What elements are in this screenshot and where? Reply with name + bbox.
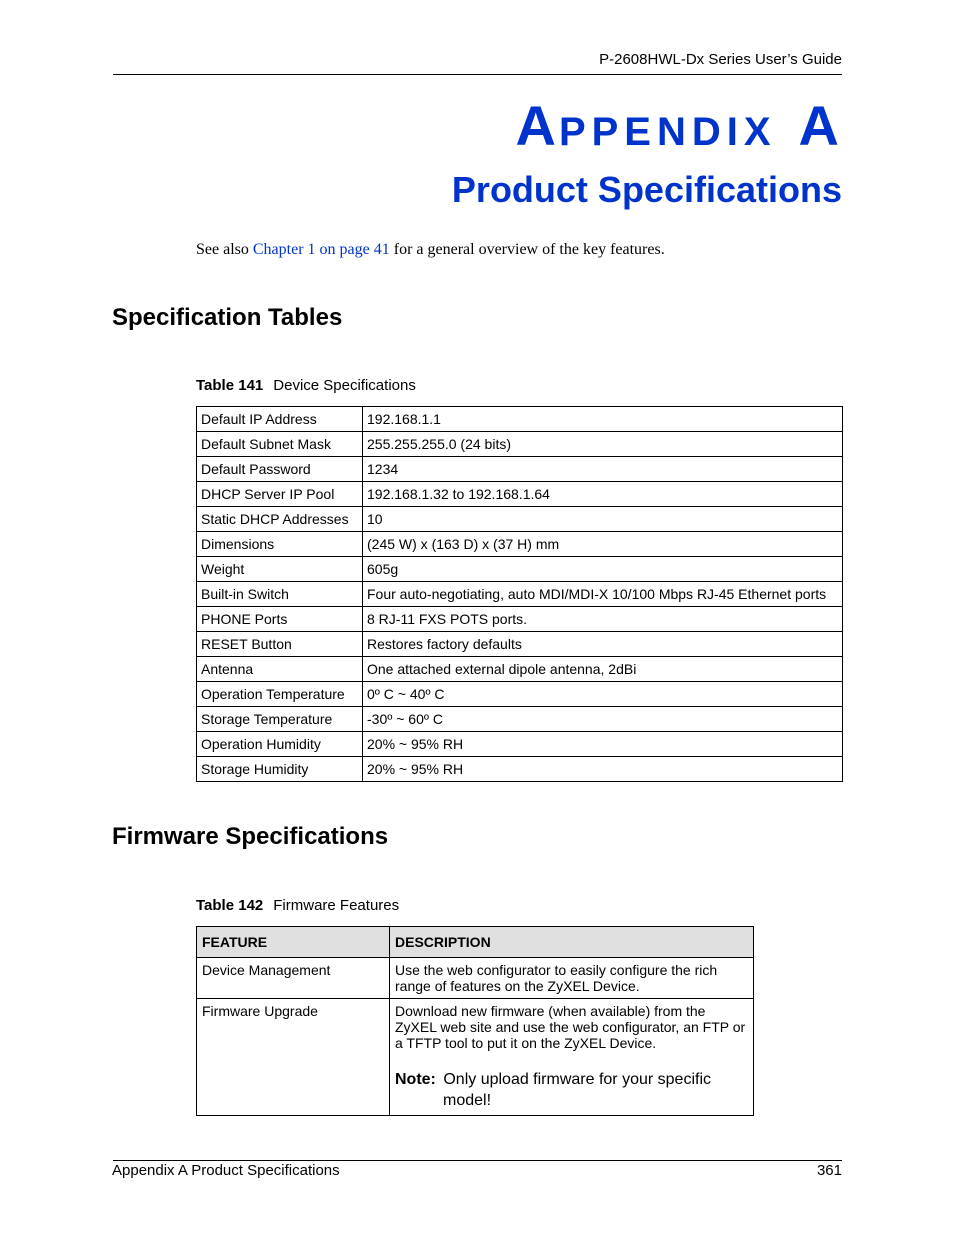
spec-value-cell: 20% ~ 95% RH	[363, 757, 843, 782]
description-cell: Use the web configurator to easily configure the rich range of features on the ZyXEL Device.	[390, 958, 754, 999]
spec-name-cell: Operation Temperature	[197, 682, 363, 707]
spec-name-cell: RESET Button	[197, 632, 363, 657]
table-row	[197, 999, 754, 1116]
table-row	[197, 682, 843, 707]
table-header-row	[197, 927, 754, 958]
description-cell	[390, 999, 754, 1116]
table-row	[197, 507, 843, 532]
spec-value-cell: 605g	[363, 557, 843, 582]
spec-name-cell: Built-in Switch	[197, 582, 363, 607]
table-row	[197, 582, 843, 607]
spec-name-cell: Default Subnet Mask	[197, 432, 363, 457]
appendix-initial: A	[515, 94, 559, 157]
table-row	[197, 532, 843, 557]
table-row	[197, 557, 843, 582]
spec-name-cell: Default Password	[197, 457, 363, 482]
spec-value-cell: 0º C ~ 40º C	[363, 682, 843, 707]
spec-name-cell: Weight	[197, 557, 363, 582]
page-title: Product Specifications	[451, 169, 842, 210]
spec-name-cell: Dimensions	[197, 532, 363, 557]
appendix-title	[515, 94, 842, 157]
spec-value-cell: One attached external dipole antenna, 2dBi	[363, 657, 843, 682]
intro-paragraph: See also Chapter 1 on page 41 for a general overview of the key features.	[196, 241, 665, 258]
spec-name-cell: Storage Humidity	[197, 757, 363, 782]
table-row	[197, 432, 843, 457]
table-row	[197, 407, 843, 432]
column-header-feature: FEATURE	[197, 927, 390, 958]
table-row	[197, 657, 843, 682]
note-text: Only upload firmware for your specific model!	[443, 1071, 711, 1109]
feature-cell: Device Management	[197, 958, 390, 999]
spec-value-cell: 10	[363, 507, 843, 532]
spec-value-cell: Four auto-negotiating, auto MDI/MDI-X 10/100 Mbps RJ-45 Ethernet ports	[363, 582, 843, 607]
table-142-caption: Table 142 Firmware Features	[196, 897, 400, 914]
spec-name-cell: Operation Humidity	[197, 732, 363, 757]
chapter-link[interactable]: Chapter 1 on page 41	[252, 241, 390, 258]
spec-name-cell: Storage Temperature	[197, 707, 363, 732]
table-row	[197, 757, 843, 782]
table-row	[197, 457, 843, 482]
page-number: 361	[816, 1162, 842, 1179]
footer-title: Appendix A Product Specifications	[112, 1162, 340, 1179]
table-row	[197, 632, 843, 657]
spec-value-cell: (245 W) x (163 D) x (37 H) mm	[363, 532, 843, 557]
appendix-word-rest: PPENDIX	[558, 110, 777, 154]
table-row	[197, 958, 754, 999]
spec-name-cell: Default IP Address	[197, 407, 363, 432]
spec-name-cell: Antenna	[197, 657, 363, 682]
firmware-features-table	[196, 926, 754, 1116]
column-header-description: DESCRIPTION	[390, 927, 754, 958]
appendix-letter: A	[798, 94, 842, 157]
spec-name-cell: PHONE Ports	[197, 607, 363, 632]
spec-value-cell: 1234	[363, 457, 843, 482]
spec-value-cell: 20% ~ 95% RH	[363, 732, 843, 757]
footer-rule	[113, 1160, 842, 1161]
spec-value-cell: 255.255.255.0 (24 bits)	[363, 432, 843, 457]
spec-name-cell: Static DHCP Addresses	[197, 507, 363, 532]
spec-name-cell: DHCP Server IP Pool	[197, 482, 363, 507]
table-row	[197, 707, 843, 732]
table-141-caption: Table 141 Device Specifications	[196, 377, 416, 394]
table-row	[197, 607, 843, 632]
description-text: Download new firmware (when available) from the ZyXEL web site and use the web configurator, an FTP or a TFTP tool to put it on the ZyXEL Device.	[395, 1003, 746, 1051]
spec-value-cell: 8 RJ-11 FXS POTS ports.	[363, 607, 843, 632]
device-specifications-table	[196, 406, 843, 782]
note	[395, 1069, 748, 1111]
section-heading-firmware-specifications: Firmware Specifications	[112, 823, 389, 850]
spec-value-cell: -30º ~ 60º C	[363, 707, 843, 732]
spec-value-cell: Restores factory defaults	[363, 632, 843, 657]
running-header: P-2608HWL-Dx Series User’s Guide	[599, 51, 842, 68]
table-row	[197, 482, 843, 507]
table-row	[197, 732, 843, 757]
note-label: Note:	[395, 1071, 436, 1088]
spec-value-cell: 192.168.1.1	[363, 407, 843, 432]
spec-value-cell: 192.168.1.32 to 192.168.1.64	[363, 482, 843, 507]
section-heading-specification-tables: Specification Tables	[112, 304, 343, 331]
header-rule	[113, 74, 842, 75]
feature-cell: Firmware Upgrade	[197, 999, 390, 1116]
